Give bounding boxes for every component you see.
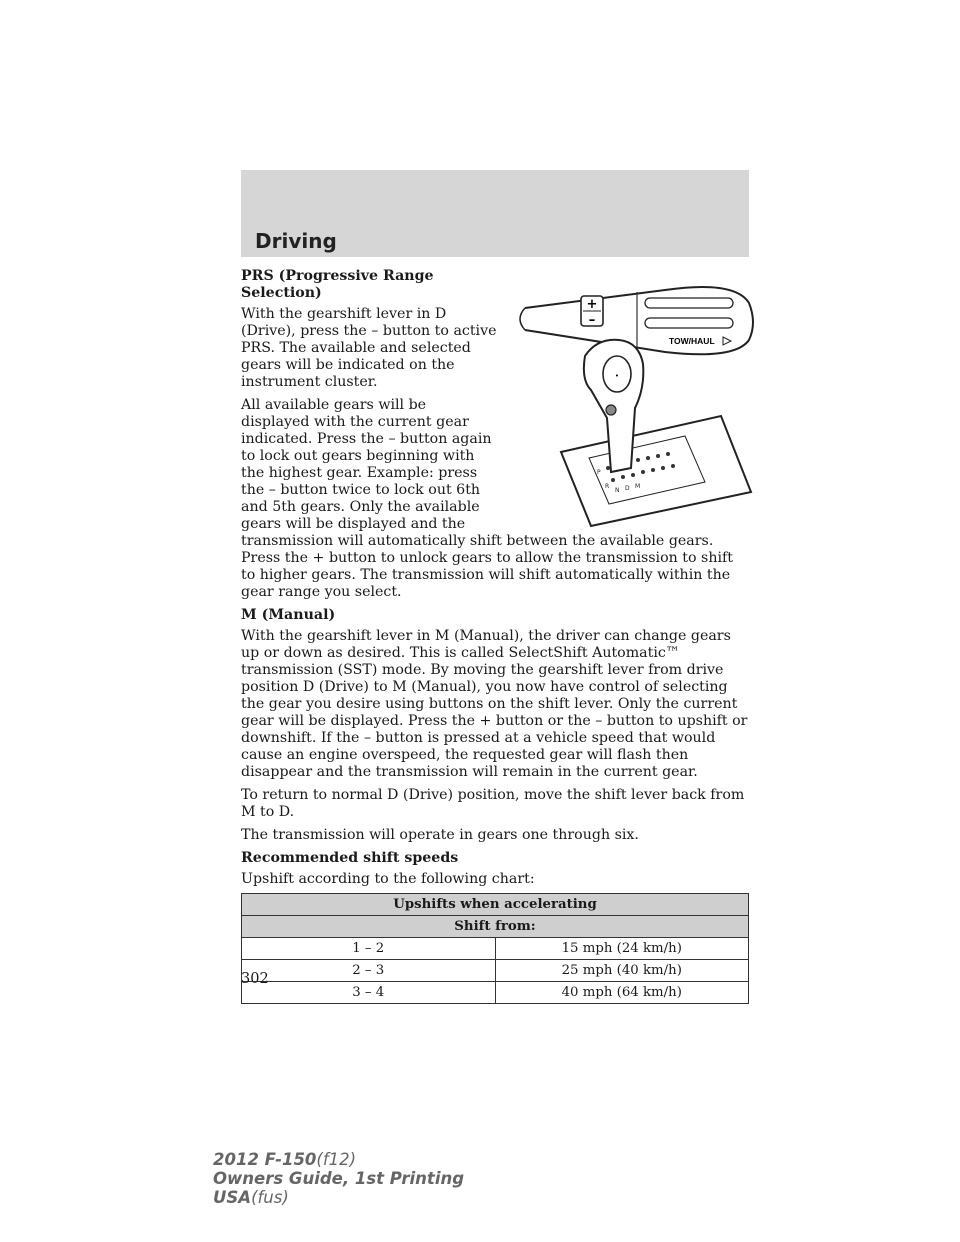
upshift-table	[241, 893, 749, 1004]
shift-speeds-intro: Upshift according to the following chart:	[241, 871, 535, 887]
shift-console	[561, 416, 751, 526]
manual-paragraph-3: The transmission will operate in gears one through six.	[241, 827, 639, 843]
section-header-bar	[241, 170, 749, 257]
table-row	[242, 938, 749, 960]
table-subheader: Shift from:	[242, 916, 749, 938]
prs-heading: PRS (Progressive Range Selection)	[241, 268, 434, 301]
footer-line-3: USA(fus)	[213, 1188, 289, 1207]
page-number: 302	[241, 971, 269, 987]
table-title: Upshifts when accelerating	[242, 894, 749, 916]
plus-sign: +	[586, 297, 598, 312]
prs-paragraph-1: With the gearshift lever in D (Drive), press the – button to active PRS. The available and selected gears will be indicated on the instrument cluster.	[241, 306, 497, 390]
section-title: Driving	[255, 229, 337, 253]
gear-letter-n: N	[615, 487, 620, 494]
footer-line-2: Owners Guide, 1st Printing	[213, 1169, 465, 1188]
gear-letter-d: D	[625, 485, 630, 492]
tow-haul-label: TOW/HAUL	[669, 336, 715, 346]
manual-paragraph-2: To return to normal D (Drive) position, move the shift lever back from M to D.	[241, 787, 745, 820]
table-row	[242, 982, 749, 1004]
lock-button-icon	[606, 405, 616, 415]
gear-letter-p: P	[597, 469, 601, 476]
shift-speeds-heading: Recommended shift speeds	[241, 850, 459, 866]
gear-letter-m: M	[635, 483, 641, 490]
page-content	[241, 268, 751, 1004]
footer-line-1: 2012 F-150(f12)	[213, 1150, 357, 1169]
manual-paragraph-1: With the gearshift lever in M (Manual), the driver can change gears up or down as desired. This is called SelectShift Automatic™ transmission (SST) mode. By moving the gearshift lever from drive position D (Drive) to M (Manual), you now have control of selecting the gear you desire using buttons on the shift lever. Only the current gear will be displayed. Press the + button or the – button to upshift or downshift. If the – button is pressed at a vehicle speed that would cause an engine overspeed, the requested gear will flash then disappear and the transmission will remain in the current gear.	[241, 628, 748, 780]
gear-letter-r: R	[605, 483, 610, 490]
manual-heading: M (Manual)	[241, 607, 336, 623]
table-row	[242, 960, 749, 982]
table-cell-speed: 15 mph (24 km/h)	[495, 938, 749, 960]
table-cell-gear: 2 – 3	[242, 960, 496, 982]
table-cell-gear: 1 – 2	[242, 938, 496, 960]
table-cell-gear: 3 – 4	[242, 982, 496, 1004]
table-cell-speed: 25 mph (40 km/h)	[495, 960, 749, 982]
svg-text:•: •	[614, 372, 620, 380]
minus-sign: –	[588, 313, 596, 328]
print-footer	[213, 1150, 464, 1207]
prs-paragraph-2: All available gears will be displayed with the current gear indicated. Press the – button again to lock out gears beginning with the highest gear. Example: press the – button twice to lock out 6th and 5th gears. Only the available gears will be displayed and the transmission will automatically shift between the available gears. Press the + button to unlock gears to allow the transmission to shift to higher gears. The transmission will shift automatically within the gear range you select.	[241, 397, 733, 600]
gearshift-diagram	[505, 268, 755, 532]
gearshift-illustration	[505, 268, 755, 532]
table-cell-speed: 40 mph (64 km/h)	[495, 982, 749, 1004]
